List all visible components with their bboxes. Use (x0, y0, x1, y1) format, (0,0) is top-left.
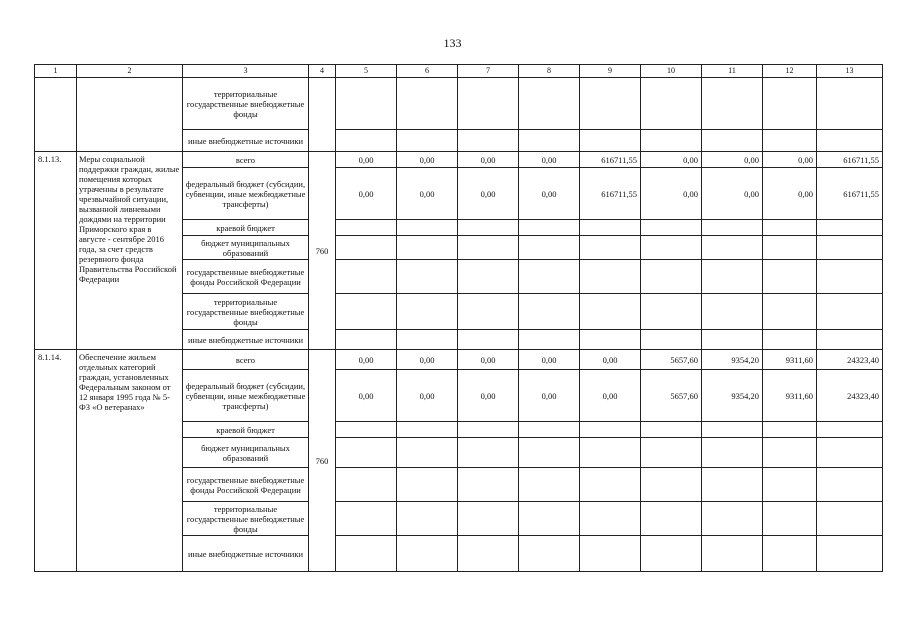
source-label: государственные внебюджетные фонды Российской Федерации (183, 468, 309, 502)
source-label: краевой бюджет (183, 220, 309, 236)
value-cell: 616711,55 (817, 168, 883, 220)
source-label: иные внебюджетные источники (183, 330, 309, 350)
col-header: 13 (817, 65, 883, 78)
header-row (35, 65, 883, 78)
item-title: Меры социальной поддержки граждан, жилые помещения которых утраченны в результате чрезвычайной ситуации, вызванной ливневыми дождями на территории Приморского края в августе - сентябре 2016 года, за счет средств резервного фонда Правительства Российской Федерации (77, 152, 183, 350)
value-cell: 0,00 (519, 370, 580, 422)
value-cell: 0,00 (397, 168, 458, 220)
table-row (35, 350, 883, 370)
col-header: 2 (77, 65, 183, 78)
source-label: бюджет муниципальных образований (183, 438, 309, 468)
grbs-code: 760 (309, 152, 336, 350)
value-cell: 0,00 (580, 350, 641, 370)
col-header: 7 (458, 65, 519, 78)
value-cell: 0,00 (336, 350, 397, 370)
value-cell: 5657,60 (641, 370, 702, 422)
source-label: территориальные государственные внебюджетные фонды (183, 502, 309, 536)
value-cell: 24323,40 (817, 370, 883, 422)
grbs-code: 760 (309, 350, 336, 572)
value-cell: 9311,60 (763, 350, 817, 370)
value-cell: 9354,20 (702, 350, 763, 370)
source-label: бюджет муниципальных образований (183, 236, 309, 260)
value-cell: 616711,55 (580, 168, 641, 220)
value-cell: 0,00 (458, 168, 519, 220)
table-row (35, 78, 883, 130)
value-cell: 0,00 (519, 152, 580, 168)
value-cell: 616711,55 (580, 152, 641, 168)
value-cell: 0,00 (763, 152, 817, 168)
value-cell: 0,00 (763, 168, 817, 220)
col-header: 12 (763, 65, 817, 78)
source-label: федеральный бюджет (субсидии, субвенции, иные межбюджетные трансферты) (183, 370, 309, 422)
value-cell: 0,00 (336, 152, 397, 168)
source-label: всего (183, 152, 309, 168)
source-label: государственные внебюджетные фонды Российской Федерации (183, 260, 309, 294)
value-cell: 0,00 (702, 168, 763, 220)
value-cell: 0,00 (397, 370, 458, 422)
value-cell: 9354,20 (702, 370, 763, 422)
value-cell: 5657,60 (641, 350, 702, 370)
value-cell: 0,00 (458, 350, 519, 370)
value-cell: 9311,60 (763, 370, 817, 422)
value-cell: 0,00 (641, 168, 702, 220)
value-cell: 616711,55 (817, 152, 883, 168)
value-cell: 0,00 (641, 152, 702, 168)
value-cell: 0,00 (336, 370, 397, 422)
source-label: федеральный бюджет (субсидии, субвенции, иные межбюджетные трансферты) (183, 168, 309, 220)
value-cell: 0,00 (458, 152, 519, 168)
value-cell: 0,00 (519, 168, 580, 220)
value-cell: 0,00 (580, 370, 641, 422)
col-header: 9 (580, 65, 641, 78)
item-title: Обеспечение жильем отдельных категорий граждан, установленных Федеральным законом от 12 января 1995 года № 5-ФЗ «О ветеранах» (77, 350, 183, 572)
page-number: 133 (443, 36, 462, 50)
col-header: 11 (702, 65, 763, 78)
value-cell: 0,00 (519, 350, 580, 370)
col-header: 1 (35, 65, 77, 78)
source-label: всего (183, 350, 309, 370)
col-header: 5 (336, 65, 397, 78)
value-cell: 0,00 (458, 370, 519, 422)
source-label: иные внебюджетные источники (183, 130, 309, 152)
col-header: 6 (397, 65, 458, 78)
col-header: 10 (641, 65, 702, 78)
item-code: 8.1.13. (35, 152, 77, 350)
source-label: иные внебюджетные источники (183, 536, 309, 572)
value-cell: 0,00 (397, 350, 458, 370)
budget-table (34, 64, 883, 572)
item-code: 8.1.14. (35, 350, 77, 572)
value-cell: 0,00 (336, 168, 397, 220)
value-cell: 0,00 (397, 152, 458, 168)
source-label: территориальные государственные внебюджетные фонды (183, 78, 309, 130)
table-row (35, 152, 883, 168)
col-header: 8 (519, 65, 580, 78)
col-header: 3 (183, 65, 309, 78)
col-header: 4 (309, 65, 336, 78)
value-cell: 24323,40 (817, 350, 883, 370)
source-label: краевой бюджет (183, 422, 309, 438)
source-label: территориальные государственные внебюджетные фонды (183, 294, 309, 330)
value-cell: 0,00 (702, 152, 763, 168)
